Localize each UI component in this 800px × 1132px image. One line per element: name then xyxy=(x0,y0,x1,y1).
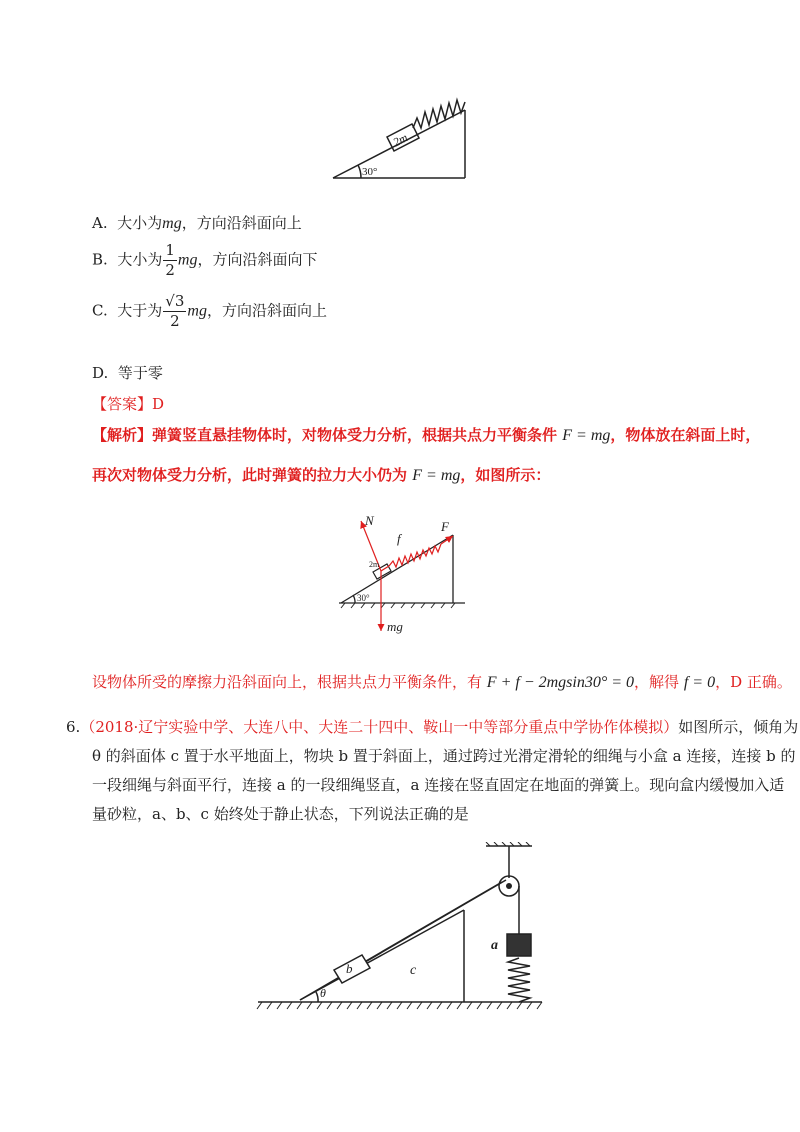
figure-force-diagram xyxy=(335,505,475,645)
question-6-line-4: 量砂粒，a、b、c 始终处于静止状态，下列说法正确的是 xyxy=(92,805,469,823)
label-N: N xyxy=(365,513,374,528)
analysis-line-2: 再次对物体受力分析，此时弹簧的拉力大小仍为 F = mg，如图所示： xyxy=(92,466,551,484)
fig1-angle-label: 30° xyxy=(362,166,378,178)
option-b: B. 大小为 $\frac{1}{2}$ mg，方向沿斜面向下 xyxy=(92,241,318,279)
question-6-line-1: 6.（2018·辽宁实验中学、大连八中、大连二十四中、鞍山一中等部分重点中学协作体模拟）如图所示，倾角为 xyxy=(66,718,799,736)
label-F: F xyxy=(441,519,449,534)
label-2m: 2m xyxy=(369,560,380,569)
fig1-block-label: 2m xyxy=(390,130,411,150)
figure-pulley-system xyxy=(250,842,550,1020)
option-a: A. 大小为mg，方向沿斜面向上 xyxy=(92,214,302,232)
figure-incline-spring xyxy=(325,88,475,186)
analysis-line-3: 设物体所受的摩擦力沿斜面向上，根据共点力平衡条件，有 F + f − 2mgsin30° = 0，解得 f = 0，D 正确。 xyxy=(92,673,792,691)
box-a xyxy=(507,934,531,956)
fraction-sqrt3-half: $\frac{√3}{2}$ xyxy=(165,292,185,330)
option-c: C. 大于为 $\frac{√3}{2}$ mg，方向沿斜面向上 xyxy=(92,292,327,330)
question-6-line-3: 一段细绳与斜面平行，连接 a 的一段细绳竖直，a 连接在竖直固定在地面的弹簧上。现向盒内缓慢加入适 xyxy=(92,776,785,794)
option-d: D. 等于零 xyxy=(92,364,163,382)
label-angle: 30° xyxy=(357,593,370,603)
label-theta: θ xyxy=(320,986,326,1000)
label-c: c xyxy=(410,963,417,978)
question-6 xyxy=(66,713,799,829)
question-6-source: （2018·辽宁实验中学、大连八中、大连二十四中、鞍山一中等部分重点中学协作体模拟） xyxy=(80,718,679,736)
fraction-half: $\frac{1}{2}$ xyxy=(165,241,175,279)
label-b: b xyxy=(346,961,353,976)
analysis-line-1: 【解析】弹簧竖直悬挂物体时，对物体受力分析，根据共点力平衡条件 F = mg，物体放在斜面上时， xyxy=(92,426,761,444)
label-a: a xyxy=(491,938,498,953)
answer-line: 【答案】D xyxy=(92,395,165,413)
label-f: f xyxy=(397,531,401,546)
question-6-line-2: θ 的斜面体 c 置于水平地面上，物块 b 置于斜面上，通过跨过光滑定滑轮的细绳与小盒 a 连接，连接 b 的 xyxy=(92,747,796,765)
label-mg: mg xyxy=(387,619,403,634)
